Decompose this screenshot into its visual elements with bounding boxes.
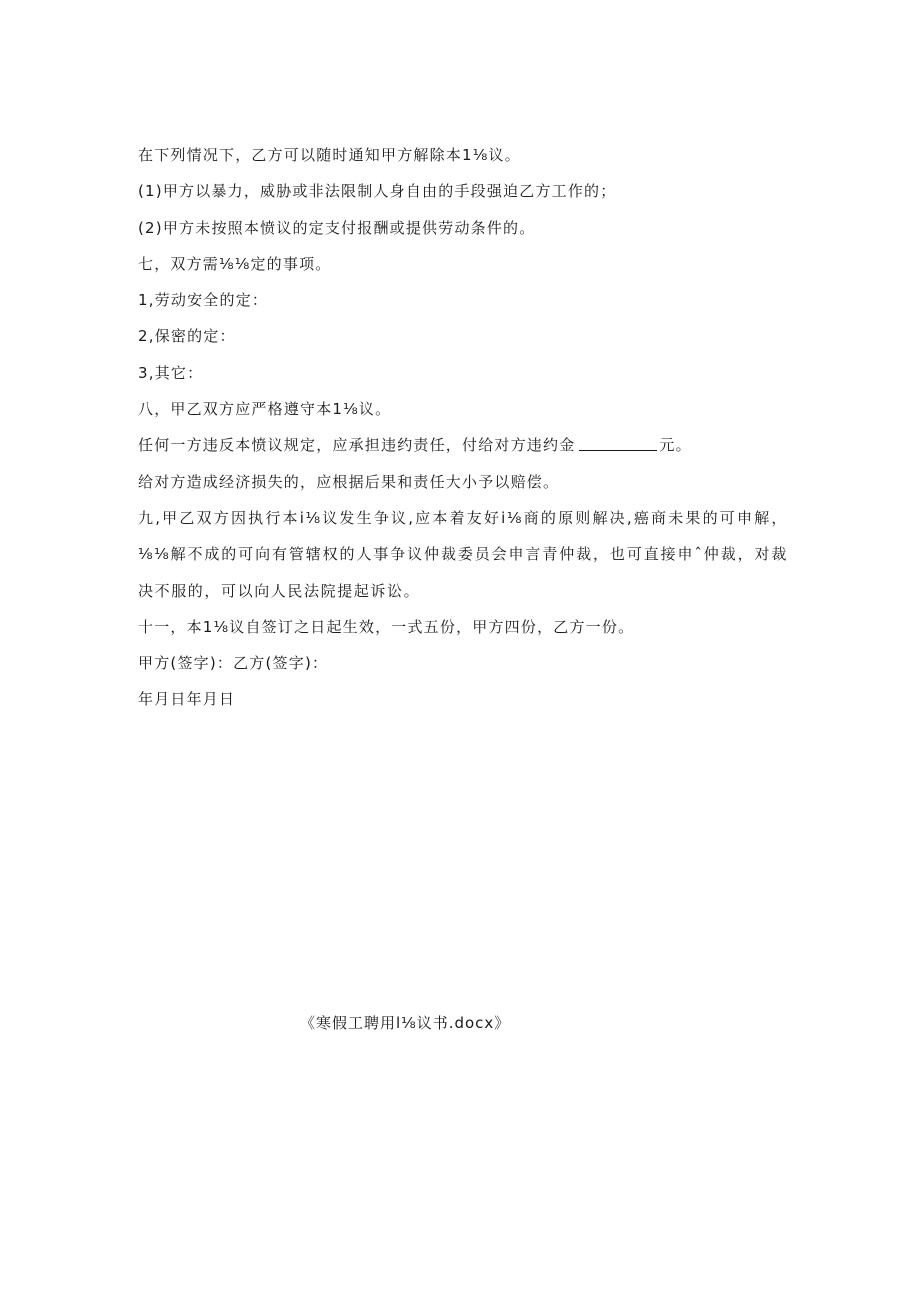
penalty-clause [138,427,788,463]
penalty-unit: 元。 [659,436,692,455]
termination-item-2: (2)甲方未按照本愤议的定支付报酬或提供劳动条件的。 [138,218,536,237]
compensation-clause: 给对方造成经济损失的，应根据后果和责任大小予以赔偿。 [138,472,560,491]
section-8-heading: 八，甲乙双方应严格遵守本1⅛议。 [138,400,392,419]
penalty-amount-blank [579,436,657,451]
section-7-item-1: 1,劳动安全的定： [138,291,269,310]
document-filename: 《寒假工聘用l⅛议书.docx》 [300,1014,511,1032]
termination-item-1: (1)甲方以暴力，威胁或非法限制人身自由的手段强迫乙方工作的； [138,182,617,201]
section-7-item-2: 2,保密的定： [138,327,236,346]
date-line: 年月日年月日 [138,690,236,709]
section-7-heading: 七，双方需⅛⅛定的事项。 [138,254,332,273]
effective-clause: 十一，本1⅛议自签订之日起生效，一式五份，甲方四份，乙方一份。 [138,617,635,636]
dispute-clause: 九,甲乙双方因执行本i⅛议发生争议,应本着友好i⅛商的原则解决,癌商未果的可申解，⅛⅛解不成的可向有管辖权的人事争议仲裁委员会申言青仲裁，也可直接申ˆ仲裁，对裁决不服的，可以向人民法院提起诉讼。 [138,508,788,600]
signature-line: 甲方(签字)：乙方(签字)： [138,654,329,673]
section-7-item-3: 3,其它： [138,363,204,382]
document-body [138,137,788,718]
penalty-clause-text: 任何一方违反本愤议规定，应承担违约责任，付给对方违约金 [138,436,576,455]
termination-clause: 在下列情况下，乙方可以随时通知甲方解除本1⅛议。 [138,146,521,164]
